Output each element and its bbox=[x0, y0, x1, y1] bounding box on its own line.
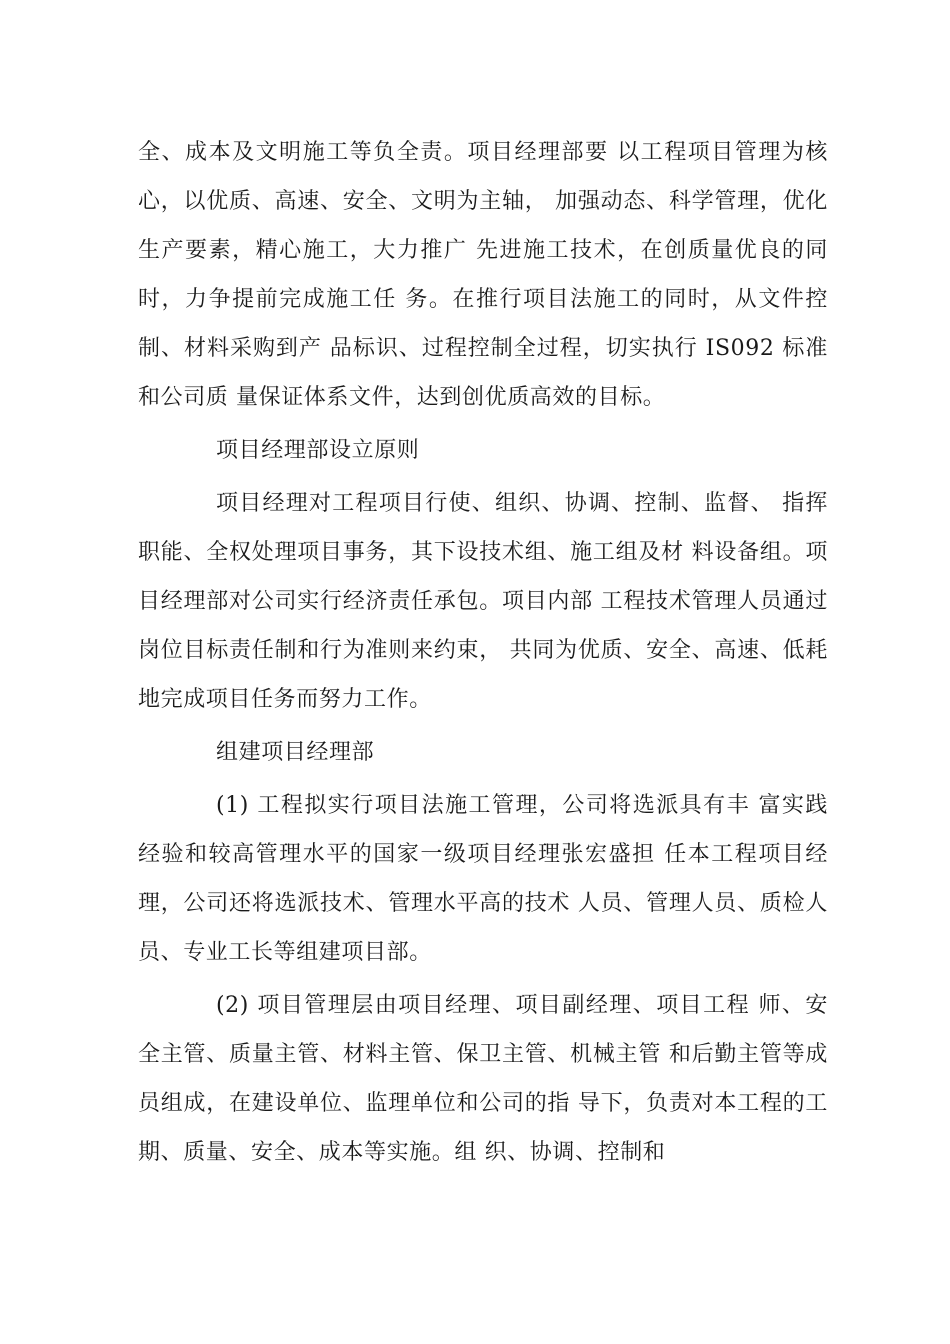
paragraph-intro-continuation: 全、成本及文明施工等负全责。项目经理部要 以工程项目管理为核心，以优质、高速、安全、文明为主轴， 加强动态、科学管理，优化生产要素，精心施工，大力推广 先进施工技术，在创质量优良的同时，力争提前完成施工任 务。在推行项目法施工的同时，从文件控制、材料采购到产 品标识、过程控制全过程，切实执行 IS092 标准和公司质 量保证体系文件，达到创优质高效的目标。 bbox=[138, 140, 828, 410]
section-heading-formation: 组建项目经理部 bbox=[216, 740, 375, 765]
paragraph-principles: 项目经理对工程项目行使、组织、协调、控制、监督、 指挥职能、全权处理项目事务，其下设技术组、施工组及材 料设备组。项目经理部对公司实行经济责任承包。项目内部 工程技术管理人员通过岗位目标责任制和行为准则来约束， 共同为优质、安全、高速、低耗地完成项目任务而努力工作。 bbox=[138, 491, 828, 712]
paragraph-item-2: (2) 项目管理层由项目经理、项目副经理、项目工程 师、安全主管、质量主管、材料主管、保卫主管、机械主管 和后勤主管等成员组成，在建设单位、监理单位和公司的指 导下，负责对本工程的工期、质量、安全、成本等实施。组 织、协调、控制和 bbox=[138, 993, 828, 1165]
paragraph-item-1: (1) 工程拟实行项目法施工管理，公司将选派具有丰 富实践经验和较高管理水平的国家一级项目经理张宏盛担 任本工程项目经理，公司还将选派技术、管理水平高的技术 人员、管理人员、质检人员、专业工长等组建项目部。 bbox=[138, 793, 828, 965]
document-body bbox=[138, 128, 828, 1177]
section-heading-principles: 项目经理部设立原则 bbox=[216, 438, 420, 463]
